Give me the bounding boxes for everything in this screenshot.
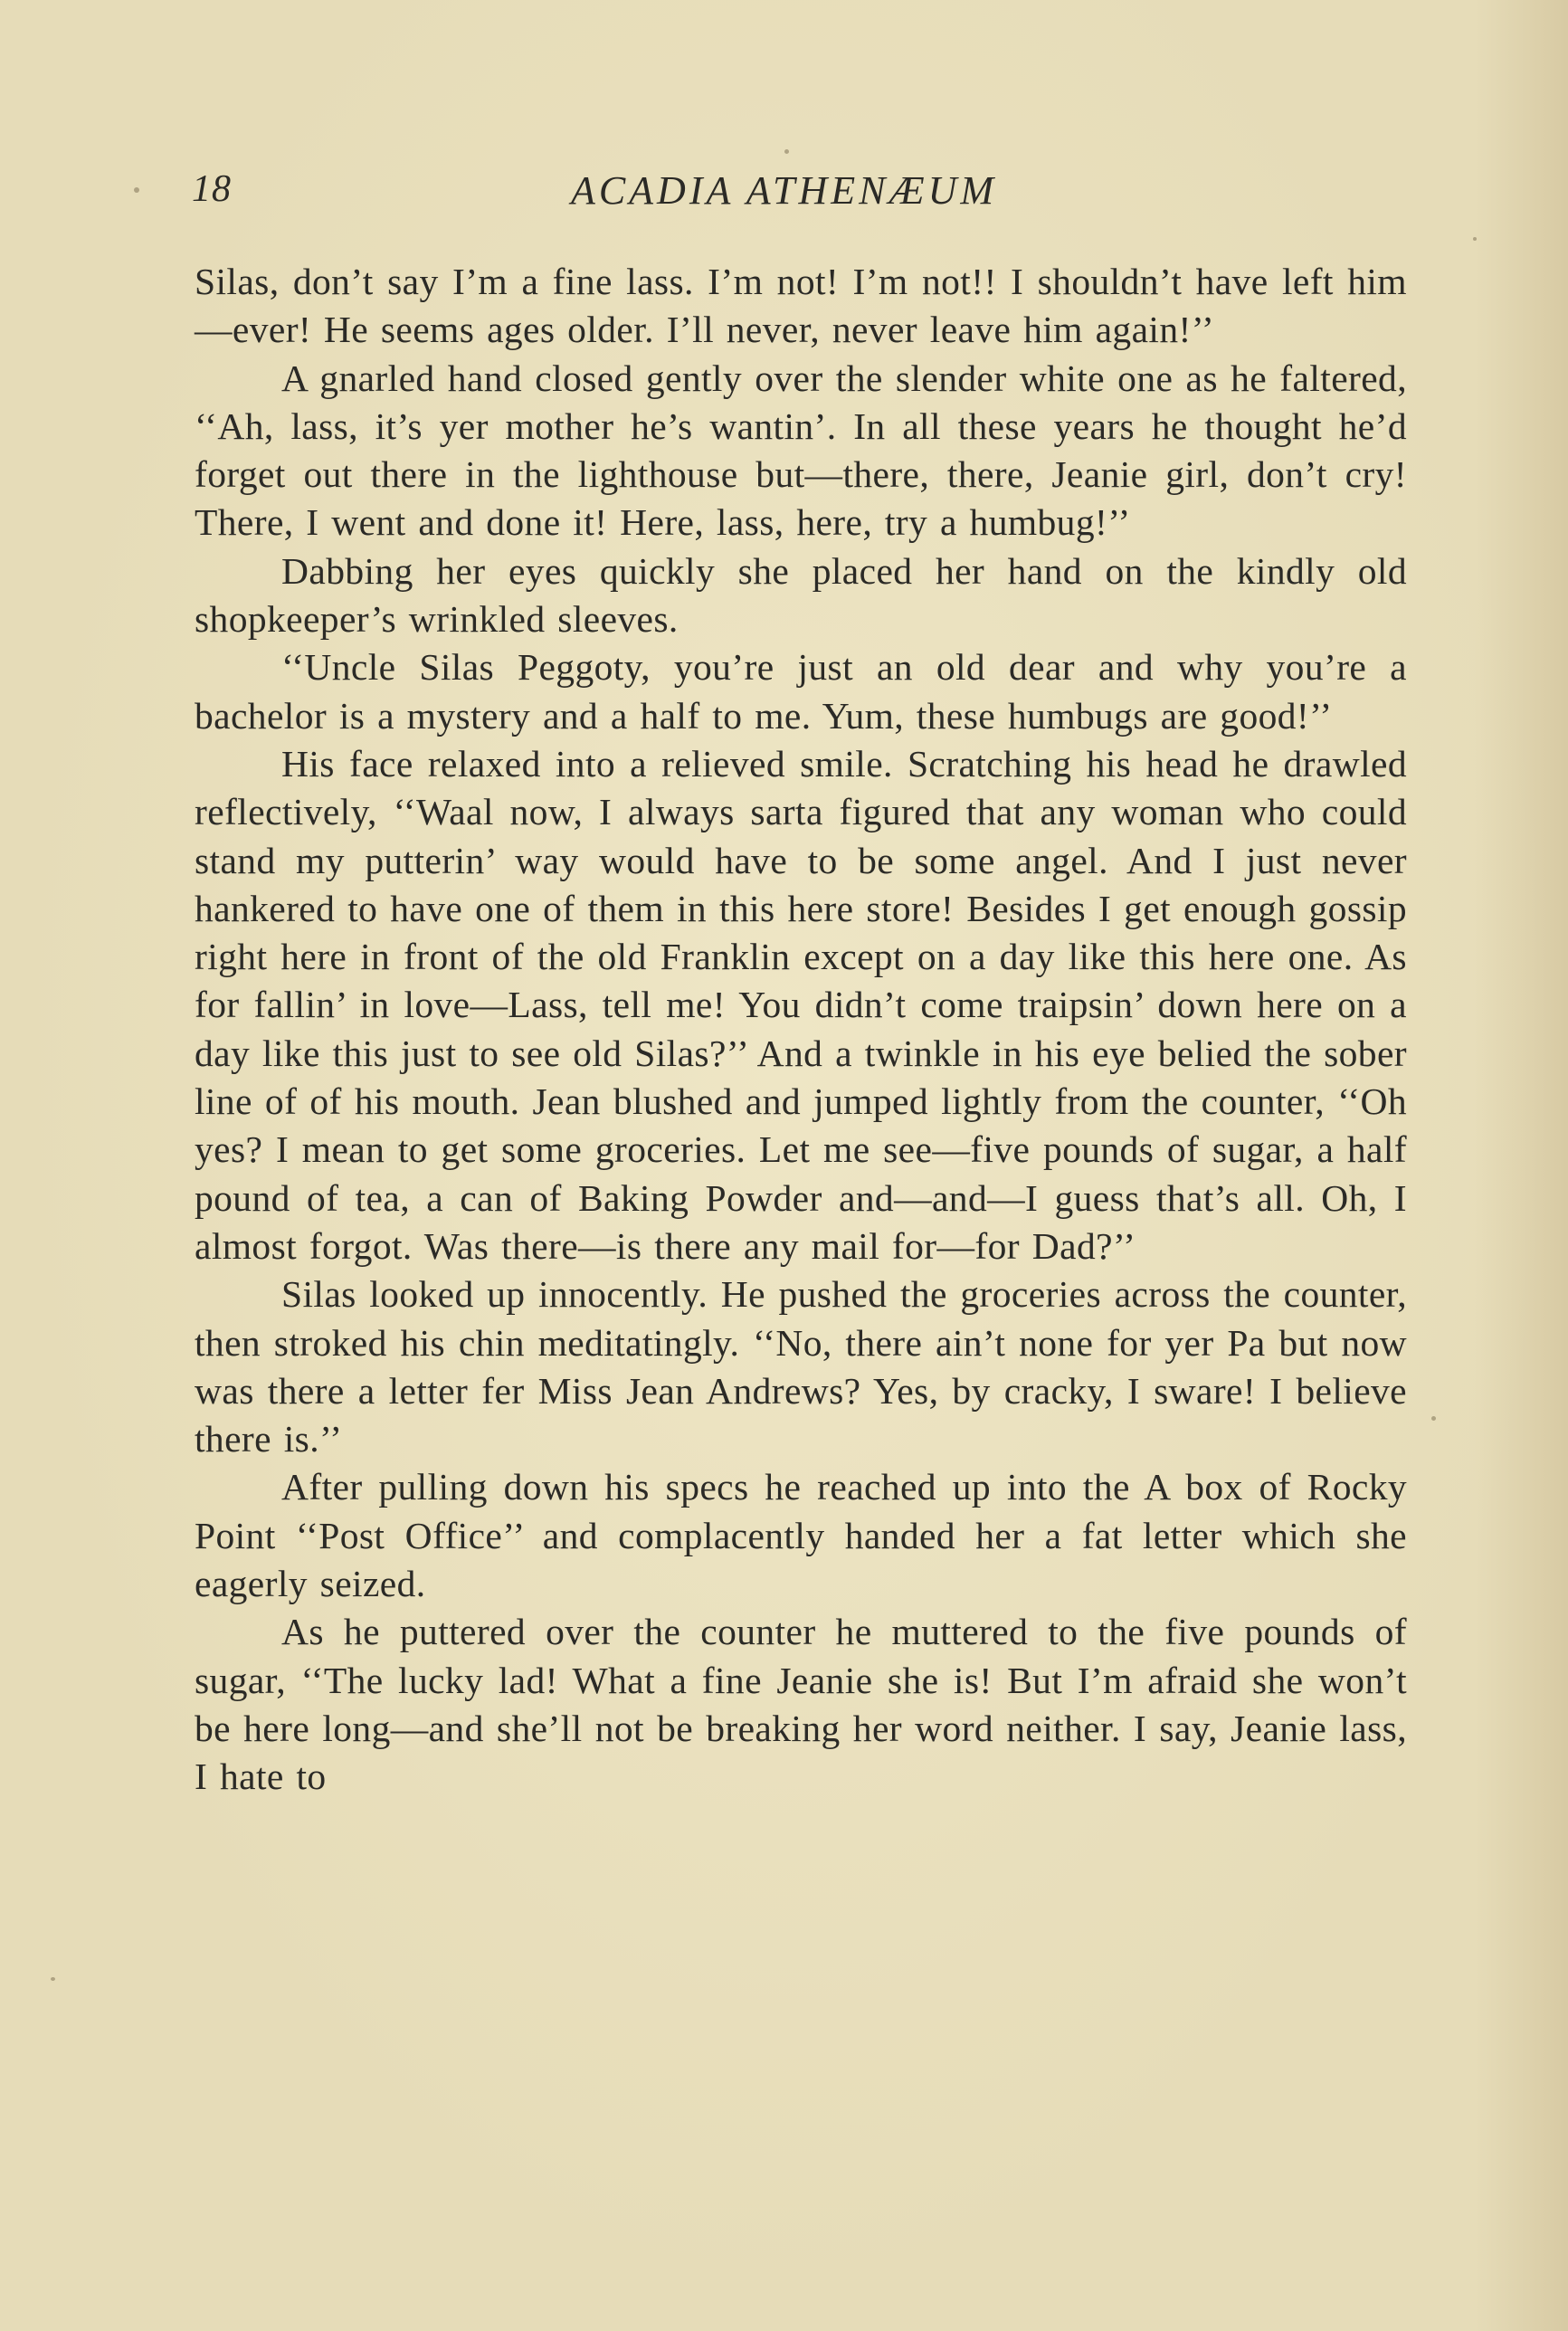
paragraph-8: As he puttered over the counter he muttered to the five pounds of sugar, ‘‘The lucky lad! What a fine Jeanie she is! But I’m afraid she won’t be here long—and she’ll not be breaking her word neither. I say, Jeanie lass, I hate to — [195, 1611, 1407, 1798]
paragraph-5: His face relaxed into a relieved smile. Scratching his head he drawled reflectively, ‘‘Waal now, I always sarta figured that any woman who could stand my putterin’ way would have to be some angel. And I just never hankered to have one of them in this here store! Besides I get enough gossip right here in front of the old Franklin except on a day like this here one. As for fallin’ in love—Lass, tell me! You didn’t come traipsin’ down here on a day like this just to see old Silas?’’ And a twinkle in his eye belied the sober line of of his mouth. Jean blushed and jumped lightly from the counter, ‘‘Oh yes? I mean to get some groceries. Let me see—five pounds of sugar, a half pound of tea, a can of Baking Powder and—and—I guess that’s all. Oh, I almost forgot. Was there—is there any mail for—for Dad?’’ — [195, 742, 1407, 1267]
paper-speck — [1473, 237, 1477, 241]
paragraph-6: Silas looked up innocently. He pushed the groceries across the counter, then stroked his chin meditatingly. ‘‘No, there ain’t none for yer Pa but now was there a letter fer Miss Jean Andrews? Yes, by cracky, I sware! I believe there is.’’ — [195, 1273, 1407, 1460]
paragraph-3: Dabbing her eyes quickly she placed her hand on the kindly old shopkeeper’s wrinkled sleeves. — [195, 549, 1407, 641]
paragraph-2: A gnarled hand closed gently over the slender white one as he faltered, ‘‘Ah, lass, it’s yer mother he’s wantin’. In all these years he thought he’d forget out there in the lighthouse but—there, there, Jeanie girl, don’t cry! There, I went and done it! Here, lass, here, try a humbug!’’ — [195, 357, 1407, 544]
paper-speck — [784, 149, 789, 154]
paper-speck — [51, 1977, 55, 1981]
paragraph-7: After pulling down his specs he reached up into the A box of Rocky Point ‘‘Post Office’’ and complacently handed her a fat letter which she eagerly seized. — [195, 1466, 1407, 1605]
paper-speck — [134, 187, 139, 193]
paper-speck — [1431, 1416, 1436, 1421]
paragraph-4: ‘‘Uncle Silas Peggoty, you’re just an old dear and why you’re a bachelor is a mystery and a half to me. Yum, these humbugs are good!’’ — [195, 646, 1407, 737]
running-head-title: ACADIA ATHENÆUM — [570, 168, 998, 213]
page-number: 18 — [192, 168, 232, 210]
body-text — [195, 258, 1407, 1802]
paragraph-1: Silas, don’t say I’m a fine lass. I’m not! I’m not!! I shouldn’t have left him—ever! He seems ages older. I’ll never, never leave him again!’’ — [195, 261, 1407, 351]
